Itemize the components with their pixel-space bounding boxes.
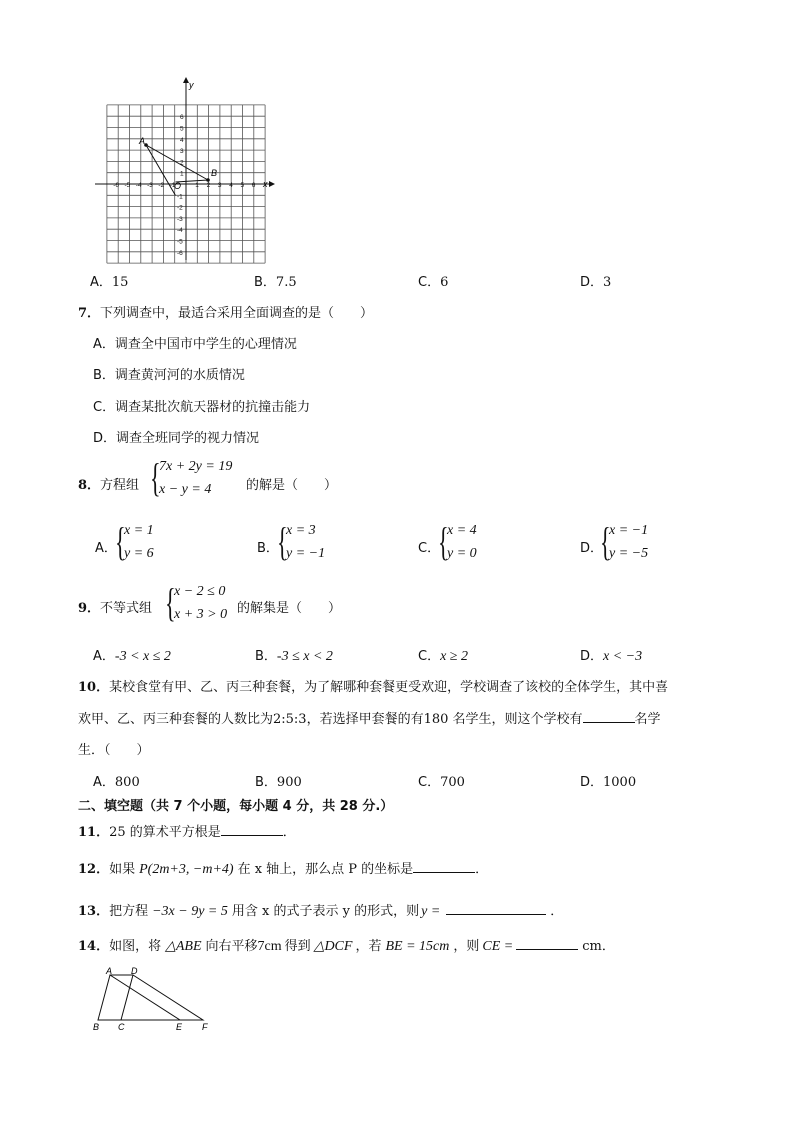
q9-eq2: x + 3 > 0: [174, 607, 228, 622]
q8-option-a[interactable]: A． { x = 1 y = 6: [95, 519, 154, 564]
y-tick-label: 1: [180, 170, 184, 178]
q9-option-b[interactable]: B．-3 ≤ x < 2: [255, 649, 333, 664]
y-tick-label: -1: [177, 193, 183, 201]
q6-option-d[interactable]: D．3: [580, 275, 612, 290]
q6-option-a[interactable]: A．15: [90, 275, 129, 290]
q8-brace: {: [150, 455, 161, 500]
x-tick-label: 2: [206, 182, 211, 189]
q10-option-a[interactable]: A．800: [93, 775, 140, 790]
q6-option-c[interactable]: C．6: [418, 275, 449, 290]
q9-stem-post: 的解集是（ ）: [237, 601, 342, 616]
x-tick-label: 6: [251, 182, 256, 189]
x-tick-label: -1: [169, 182, 176, 189]
x-tick-label: 3: [217, 182, 222, 189]
q9-stem-pre: 9．不等式组: [78, 601, 153, 616]
y-tick-label: -6: [177, 249, 183, 257]
q12-answer-blank[interactable]: [413, 859, 475, 873]
q11: 11．25 的算术平方根是 ．: [78, 821, 296, 840]
y-tick-label: 3: [180, 148, 184, 156]
x-tick-label: -5: [124, 182, 131, 189]
label-d: D: [131, 966, 138, 976]
origin-label: O: [174, 181, 182, 191]
q7-option-d[interactable]: D．调查全班同学的视力情况: [93, 431, 260, 446]
q8-option-b[interactable]: B． { x = 3 y = −1: [257, 519, 326, 564]
q7-option-a[interactable]: A．调查全中国市中学生的心理情况: [93, 337, 297, 352]
q14: 14．如图，将 △ABE 向右平移7cm 得到 △DCF ，若 BE = 15cm ，则 CE = cm．: [78, 935, 615, 955]
y-tick-label: 2: [180, 159, 184, 167]
y-tick-label: -3: [177, 215, 183, 223]
section-2-title: 二、填空题（共 7 个小题，每小题 4 分，共 28 分.）: [78, 799, 394, 814]
point-b-label: B: [211, 168, 218, 178]
y-tick-label: 4: [180, 136, 184, 144]
q13-answer-blank[interactable]: [446, 901, 546, 915]
q10-line1: 10．某校食堂有甲、乙、丙三种套餐，为了解哪种套餐更受欢迎，学校调查了该校的全体学生，其中喜: [78, 680, 669, 695]
q10-option-d[interactable]: D．1000: [580, 775, 637, 790]
q8-stem-post: 的解是（ ）: [246, 478, 338, 493]
q9-eq1: x − 2 ≤ 0: [174, 584, 226, 599]
q14-answer-blank[interactable]: [516, 936, 578, 950]
q11-answer-blank[interactable]: [221, 822, 283, 836]
y-tick-label: 6: [180, 114, 184, 122]
axis-y-label: y: [189, 80, 194, 90]
x-tick-label: -6: [113, 182, 119, 189]
y-tick-label: -4: [177, 227, 183, 235]
q8-eq1: 7x + 2y = 19: [159, 459, 233, 474]
q10-option-c[interactable]: C．700: [418, 775, 465, 790]
q9-option-c[interactable]: C．x ≥ 2: [418, 649, 468, 664]
point-a-label: A: [139, 136, 146, 146]
q8-stem-pre: 8．方程组: [78, 478, 140, 493]
q13: 13．把方程 −3x − 9y = 5 用含 x 的式子表示 y 的形式，则 y = ．: [78, 900, 563, 920]
q8-option-d[interactable]: D． { x = −1 y = −5: [580, 519, 649, 564]
y-tick-label: 5: [180, 125, 184, 133]
q14-figure: [90, 965, 215, 1035]
q10-answer-blank[interactable]: [583, 709, 635, 723]
q10-option-b[interactable]: B．900: [255, 775, 302, 790]
q8-eq2: x − y = 4: [159, 482, 212, 497]
label-c: C: [118, 1022, 125, 1032]
x-tick-label: -4: [135, 182, 142, 189]
x-tick-label: -3: [147, 182, 153, 189]
x-tick-label: 5: [240, 182, 245, 189]
q10-line2: 欢甲、乙、丙三种套餐的人数比为2:5:3，若选择甲套餐的有180 名学生，则这个学校有 名学: [78, 708, 661, 727]
q7-option-c[interactable]: C．调查某批次航天器材的抗撞击能力: [93, 400, 311, 415]
label-e: E: [176, 1022, 183, 1032]
x-axis-arrow: [269, 181, 275, 187]
coordinate-grid-figure: [95, 74, 280, 264]
q7-option-b[interactable]: B．调查黄河河的水质情况: [93, 368, 245, 383]
x-tick-label: 4: [229, 182, 233, 189]
label-a: A: [106, 966, 113, 976]
triangle-dcf: [121, 975, 203, 1020]
y-tick-label: -2: [177, 204, 183, 212]
axis-x-label: x: [263, 179, 268, 189]
q10-line3: 生．（ ）: [78, 743, 150, 758]
label-b: B: [93, 1022, 100, 1032]
y-tick-label: -5: [177, 238, 183, 246]
x-tick-label: -2: [158, 182, 165, 189]
q9-option-a[interactable]: A．-3 < x ≤ 2: [93, 649, 171, 664]
q8-option-c[interactable]: C． { x = 4 y = 0: [418, 519, 477, 564]
q9-option-d[interactable]: D．x < −3: [580, 649, 643, 664]
q6-option-b[interactable]: B．7.5: [254, 275, 297, 290]
q9-brace: {: [165, 580, 176, 625]
x-tick-label: 1: [195, 182, 199, 189]
label-f: F: [202, 1022, 208, 1032]
q7-stem: 7．下列调查中，最适合采用全面调查的是（ ）: [78, 306, 374, 321]
q12: 12．如果 P(2m+3, −m+4) 在 x 轴上，那么点 P 的坐标是 ．: [78, 858, 488, 878]
